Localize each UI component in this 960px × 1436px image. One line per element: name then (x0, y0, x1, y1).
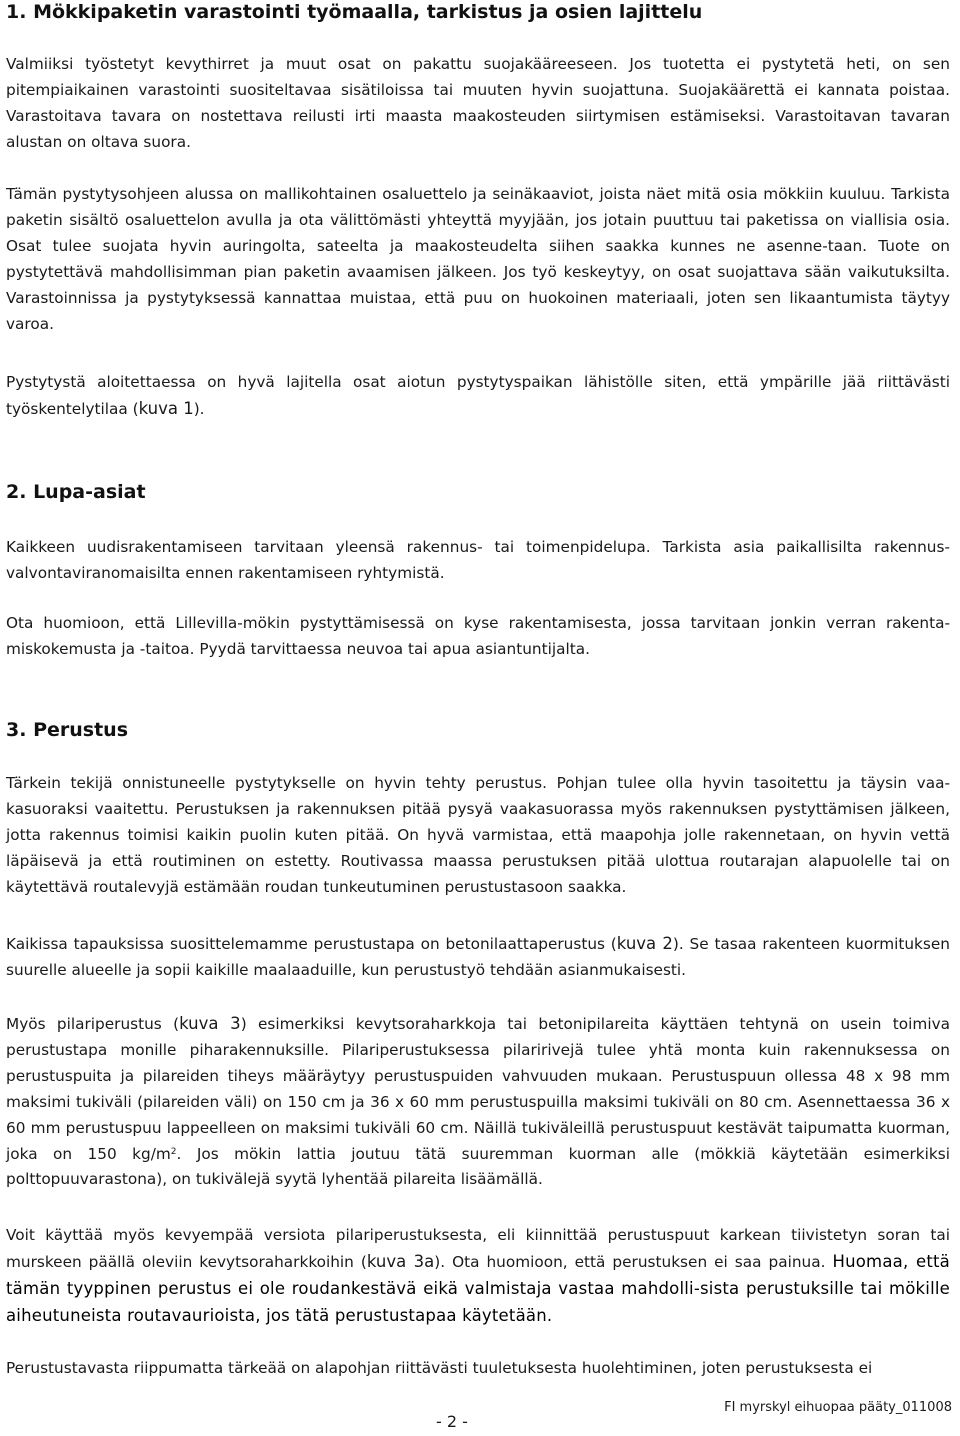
section-3-paragraph-4 (6, 1223, 950, 1330)
section-2-paragraph-1: Kaikkeen uudisrakentamiseen tarvitaan yleensä rakennus- tai toimenpidelupa. Tarkista asia paikallisilta rakennus-valvontaviranomaisilta ennen rakentamiseen ryhtymistä. (6, 538, 950, 582)
section-1-title: Mökkipaketin varastointi työmaalla, tarkistus ja osien lajittelu (33, 1, 703, 23)
document-code: FI myrskyl eihuopaa pääty_011008 (724, 1400, 952, 1415)
section-3-paragraph-3 (6, 1011, 950, 1193)
text: Kaikissa tapauksissa suosittelemamme perustustapa on betonilaattaperustus ( (6, 935, 617, 953)
section-1-number: 1. (6, 1, 27, 23)
section-3-paragraph-1: Tärkein tekijä onnistuneelle pystytykselle on hyvin tehty perustus. Pohjan tulee olla hyvin tasoitettu ja täysin vaa-kasuoraksi vaaitettu. Perustuksen ja rakennuksen pitää pysyä vaakasuorassa myös rakennuksen pystyttämisen jälkeen, jotta rakennus toimisi kaikin puolin kuten pitää. On hyvä varmistaa, että maapohja jolle rakennetaan, on hyvin vettä läpäisevä ja että routiminen on estetty. Routivassa maassa perustuksen pitää ulottua routarajan alapuolelle tai on käytettävä routalevyjä estämään roudan tunkeutuminen perustustasoon saakka. (6, 774, 950, 896)
text: Myös pilariperustus ( (6, 1015, 180, 1033)
text: ). Ota huomioon, että perustuksen ei saa painua. (434, 1252, 826, 1271)
figure-reference: kuva 2 (616, 934, 673, 953)
section-3-heading (6, 718, 128, 742)
section-2-paragraph-2: Ota huomioon, että Lillevilla-mökin pystyttämisessä on kyse rakentamisesta, jossa tarvitaan jonkin verran rakenta-miskokemusta ja -taitoa. Pyydä tarvittaessa neuvoa tai apua asiantuntijalta. (6, 614, 950, 658)
superscript: 2 (170, 1146, 177, 1157)
text: . Jos mökin lattia joutuu tätä suuremman kuorman alle (mökkiä käytetään esimerkiksi polttopuuvarastona), on tukivälejä syytä lyhentää pilareita lisäämällä. (6, 1144, 950, 1189)
section-2-title: Lupa-asiat (33, 481, 146, 503)
text: ) esimerkiksi kevytsoraharkkoja tai betonipilareita käyttäen tehtynä on usein toimiva perustustapa monille piharakennuksille. Pilariperustuksessa pilaririvejä tulee yhtä monta kuin rakennuksessa on perustuspuita ja pilareiden tiheys määräytyy perustuspuiden vahvuuden mukaan. Perustuspuun ollessa 48 x 98 mm maksimi tukiväli (pilareiden väli) on 150 cm ja 36 x 60 mm perustuspuilla maksimi tukiväli on 80 cm. Asennettaessa 36 x 60 mm perustuspuu lappeelleen on maksimi tukiväli 60 cm. Näillä tukiväleillä perustuspuut kestävät taipumatta kuorman, joka on 150 kg/m (6, 1015, 950, 1163)
figure-reference: kuva 3a (366, 1251, 435, 1271)
section-3-title: Perustus (33, 719, 129, 741)
section-1-paragraph-1: Valmiiksi työstetyt kevythirret ja muut osat on pakattu suojakääreeseen. Jos tuotetta ei pystytetä heti, on sen pitempiaikainen varastointi suositeltavaa sisätiloissa tai muuten hyvin suojattuna. Suojakäärettä ei kannata poistaa. Varastoitava tavara on nostettava reilusti irti maasta maakosteuden siirtymisen estämiseksi. Varastoitavan tavaran alustan on oltava suora. (6, 55, 950, 151)
figure-reference: kuva 3 (179, 1014, 241, 1033)
section-1-paragraph-2: Tämän pystytysohjeen alussa on mallikohtainen osaluettelo ja seinäkaaviot, joista näet mitä osia mökkiin kuuluu. Tarkista paketin sisältö osaluettelon avulla ja ota välittömästi yhteyttä myyjään, jos jotain puuttuu tai paketissa on viallisia osia. Osat tulee suojata hyvin auringolta, sateelta ja maakosteudelta siihen saakka kunnes ne asenne-taan. Tuote on pystytettävä mahdollisimman pian paketin avaamisen jälkeen. Jos työ keskeytyy, on osat suojattava sään vaikutuksilta. Varastoinnissa ja pystytyksessä kannattaa muistaa, että puu on huokoinen materiaali, joten sen likaantumista täytyy varoa. (6, 185, 950, 333)
section-1-heading (6, 0, 702, 24)
section-3-paragraph-2 (6, 931, 950, 984)
text: Voit käyttää myös kevyempää versiota pilariperustuksesta, eli kiinnittää perustuspuut karkean tiivistetyn soran tai murskeen päällä oleviin kevytsoraharkkoihin ( (6, 1226, 950, 1271)
section-3-paragraph-5: Perustustavasta riippumatta tärkeää on alapohjan riittävästi tuuletuksesta huolehtiminen, joten perustuksesta ei (6, 1359, 873, 1377)
section-1-paragraph-3 (6, 370, 950, 423)
section-2-heading (6, 480, 146, 504)
text: Pystytystä aloitettaessa on hyvä lajitella osat aiotun pystytyspaikan lähistölle siten, että ympärille jää riittävästi työskentelytilaa ( (6, 373, 950, 418)
figure-reference: kuva 1 (138, 398, 194, 418)
frost-warning-note: Huomaa, että tämän tyyppinen perustus ei ole roudankestävä eikä valmistaja vastaa mahdolli-sista perustuksille tai mökille aiheutuneista routavaurioista, jos tätä perustustapaa käytetään. (6, 1251, 950, 1325)
page-number: - 2 - (436, 1412, 468, 1431)
text: ). (193, 399, 205, 418)
text: ). Se tasaa rakenteen kuormituksen suurelle alueelle ja sopii kaikille maalaaduille, kun perustustyö tehdään asianmukaisesti. (6, 935, 950, 979)
section-2-number: 2. (6, 481, 27, 503)
section-3-number: 3. (6, 719, 27, 741)
